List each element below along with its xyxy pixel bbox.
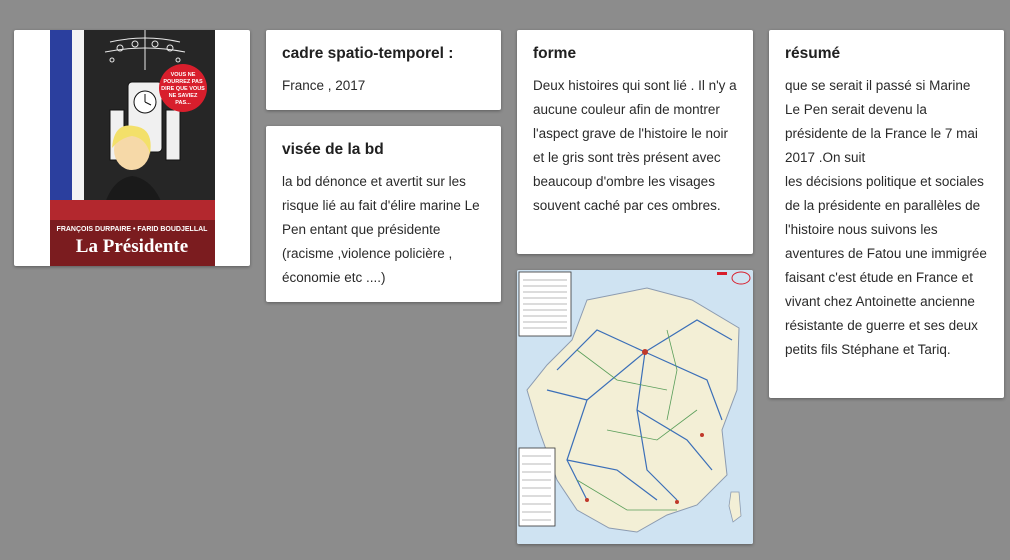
cover-authors: FRANÇOIS DURPAIRE • FARID BOUDJELLAL [56,226,208,233]
svg-text:NE SAVIEZ: NE SAVIEZ [168,93,198,99]
france-rail-map-image [517,270,753,544]
card-body: Deux histoires qui sont lié . Il n'y a aucune couleur afin de montrer l'aspect grave de l'histoire le noir et le gris sont très présent avec beaucoup d'ombre les visages souvent caché par ces ombres. [533,78,737,213]
book-cover-card[interactable] [14,30,250,266]
card-resume[interactable] [769,30,1004,398]
card-forme[interactable] [517,30,753,254]
book-cover-image [50,30,215,266]
svg-text:PAS...: PAS... [175,100,191,106]
card-cadre-spatio-temporel[interactable] [266,30,501,110]
card-title: forme [533,45,577,62]
card-body: France , 2017 [282,78,366,93]
france-rail-map-card[interactable] [517,270,753,544]
svg-text:VOUS NE: VOUS NE [170,72,196,78]
card-title: résumé [785,45,841,62]
card-title: cadre spatio-temporel : [282,45,454,62]
card-visee[interactable] [266,126,501,302]
svg-text:POURREZ PAS: POURREZ PAS [163,79,203,85]
card-title: visée de la bd [282,141,384,158]
card-body: que se serait il passé si Marine Le Pen serait devenu la présidente de la France le 7 mai 2017 .On suit les décisions politique et sociales de la présidente en parallèles de l'histoire nous suivons les aventures de Fatou une immigrée faisant c'est étude en France et vivant chez Antoinette ancienne résistante de guerre et ses deux petits fils Stéphane et Tariq. [785,78,987,357]
card-body: la bd dénonce et avertit sur les risque lié au fait d'élire marine Le Pen entant que présidente (racisme ,violence policière , économie etc ....) [282,174,480,285]
cover-book-title: La Présidente [75,236,189,257]
svg-text:DIRE QUE VOUS: DIRE QUE VOUS [161,86,205,92]
